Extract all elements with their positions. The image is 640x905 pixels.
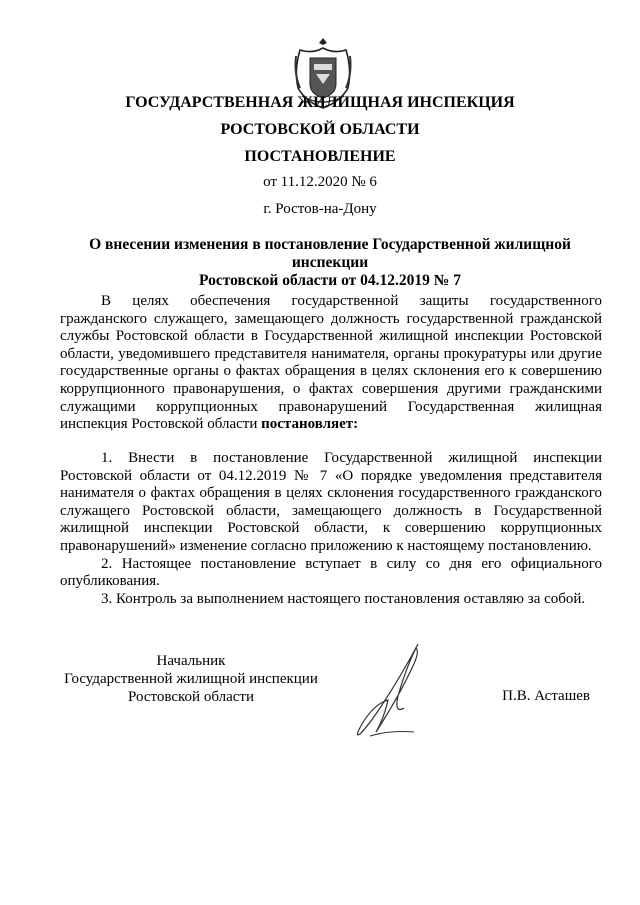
preamble-text: В целях обеспечения государственной защиты государственного гражданского служащего, замещающего должность государственной гражданской службы Ростовской области в Государственной жилищной инспекции Ростовской области, уведомившего представителя нанимателя, органы прокуратуры или другие государственные органы о фактах обращения в целях склонения его к совершению коррупционного правонарушения, о фактах совершения другими гражданскими служащими коррупционных правонарушений Государственная жилищная инспекция Ростовской области — [60, 293, 602, 433]
preamble-paragraph — [60, 293, 602, 434]
item-2: 2. Настоящее постановление вступает в силу со дня его официального опубликования. — [60, 555, 602, 590]
preamble-block — [60, 293, 602, 434]
document-date-number: от 11.12.2020 № 6 — [263, 174, 377, 190]
signatory-title-line3: Ростовской области — [128, 689, 254, 705]
document-subject — [60, 236, 600, 290]
item-3: 3. Контроль за выполнением настоящего постановления оставляю за собой. — [101, 590, 586, 607]
decree-word: постановляет: — [261, 416, 359, 433]
document-city: г. Ростов-на-Дону — [263, 201, 377, 217]
signatory-name: П.В. Асташев — [502, 688, 590, 704]
document-type: ПОСТАНОВЛЕНИЕ — [244, 148, 396, 165]
subject-line1: О внесении изменения в постановление Государственной жилищной инспекции — [89, 236, 571, 271]
org-name-line1: ГОСУДАРСТВЕННАЯ ЖИЛИЩНАЯ ИНСПЕКЦИЯ — [125, 94, 515, 111]
items-block — [60, 450, 602, 608]
signatory-title-line2: Государственной жилищной инспекции — [64, 671, 318, 687]
item-1: 1. Внести в постановление Государственной жилищной инспекции Ростовской области от 04.12.2019 № 7 «О порядке уведомления представителя нанимателя о фактах обращения в целях склонения государственного гражданского служащего Ростовской области, замещающего должность в Государственной жилищной инспекции Ростовской области, к совершению коррупционных правонарушений» изменение согласно приложению к настоящему постановлению. — [60, 450, 602, 554]
subject-line2: Ростовской области от 04.12.2019 № 7 — [199, 272, 461, 289]
signatory-title — [60, 652, 322, 706]
signature-icon — [340, 638, 450, 748]
signatory-title-line1: Начальник — [156, 653, 226, 669]
org-name-line2: РОСТОВСКОЙ ОБЛАСТИ — [220, 121, 420, 138]
